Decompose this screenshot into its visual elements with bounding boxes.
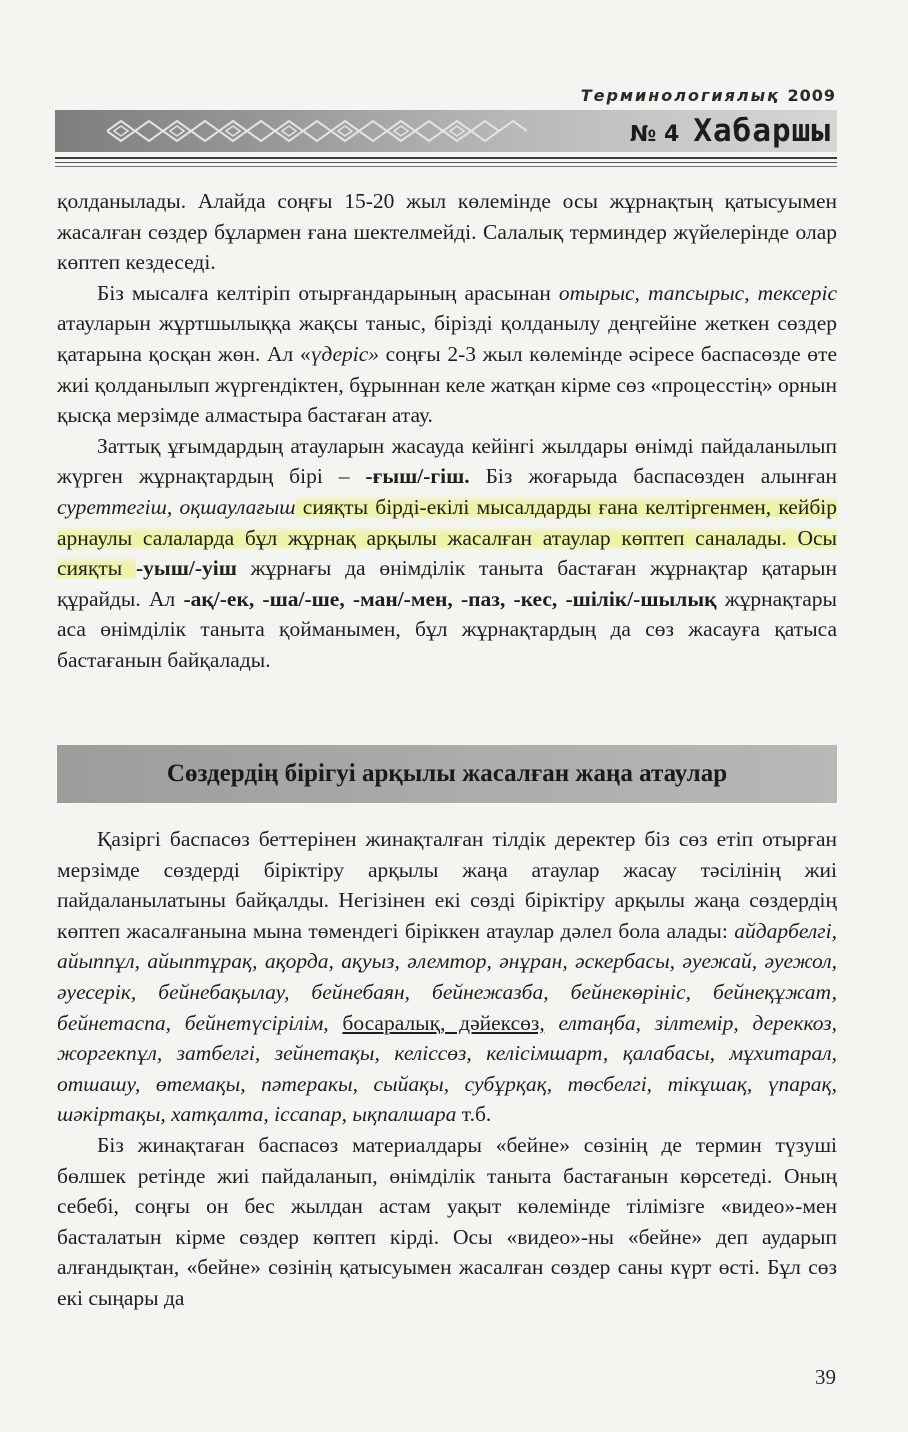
body-text-top: [57, 186, 837, 676]
header-rule: [55, 157, 837, 159]
issue-title: Хабаршы: [693, 113, 831, 149]
bold-suffix: -уыш/-уіш: [136, 556, 237, 581]
issue-number: № 4: [629, 122, 680, 147]
ornament-pattern: [107, 114, 527, 148]
body-text-bottom: [57, 824, 837, 1314]
paragraph-3: Заттық ұғымдардың атауларын жасауда кейінгі жылдары өнімді пайдаланылып жүрген жұрнақтардың бірі – -ғыш/-гіш. Біз жоғарыда баспасөзден алынған суреттегіш, оқшаулағыш сияқты бірді-екілі мысалдарды ғана келтіргенмен, кейбір арнаулы салаларда бұл жұрнақ арқылы жасалған атаулар көптеп саналады. Осы сияқты -уыш/-уіш жұрнағы да өнімділік таныта бастаған жұрнақтар қатарын құрайды. Ал -ақ/-ек, -ша/-ше, -ман/-мен, -паз, -кес, -шілік/-шылық жұрнақтары аса өнімділік таныта қойманымен, бұл жұрнақтардың да сөз жасауға қатыса бастағанын байқалады.: [57, 433, 838, 672]
header-rule: [55, 162, 837, 163]
italic-word-list: зілтемір, дереккоз, жоргекпұл, затбелгі, зейнетақы, келіссөз, келісімшарт, қалабасы, мұхитарал, отшашу, өтемақы, пәтеракы, сыйақы, субұрқақ, төсбелгі, тікұшақ, үпарақ, шәкіртақы, хатқалта, іссапар, ықпалшара: [57, 1010, 837, 1127]
italic-word-list: айдарбелгі, айыппұл, айыптұрақ, ақорда, ақуыз, әлемтор, әнұран, әскербасы, әуежай, әуежол, әуесерік, бейнебақылау, бейнебаян, бейнежазба, бейнекөрініс, бейнеқұжат, бейнетаспа, бейнетүсірілім,: [57, 918, 837, 1035]
section-heading-bar: [57, 745, 837, 803]
italic-terms: отырыс, тапсырыс, тексеріс: [558, 280, 837, 305]
paragraph-2: Біз мысалға келтіріп отырғандарының арасынан отырыс, тапсырыс, тексеріс атауларын жұртшылыққа жақсы таныс, бірізді қолданылу деңгейіне жеткен сөздер қатарына қосқан жөн. Ал «үдеріс» соңғы 2-3 жыл көлемінде әсіресе баспасөзде өте жиі қолданылып жүргендіктен, бұрыннан келе жатқан кірме сөз «процесстің» орнын қысқа мерзімде алмастыра бастаған атау.: [57, 280, 837, 428]
journal-title: Терминологиялық: [580, 86, 780, 105]
section-title: Сөздердің бірігуі арқылы жасалған жаңа атаулар: [166, 760, 728, 787]
paragraph-5: Біз жинақтаған баспасөз материалдары «бейне» сөзінің де термин түзуші бөлшек ретінде жиі пайдаланып, өнімділік таныта бастағанын көрсетеді. Оның себебі, соңғы он бес жылдан астам уақыт көлемінде тілімізге «видео»-мен басталатын кірме сөздер көптеп кірді. Осы «видео»-ны «бейне» деп аударып алғандықтан, «бейне» сөзінің қатысуымен жасалған сөздер саны күрт өсті. Бұл сөз екі сыңары да: [57, 1132, 837, 1310]
paragraph-1: қолданылады. Алайда соңғы 15-20 жыл көлемінде осы жұрнақтың қатысуымен жасалған сөздер бұлармен ғана шектелмейді. Салалық терминдер жүйелерінде олар көптеп кездеседі.: [57, 189, 837, 275]
header-rule: [55, 166, 837, 167]
bold-suffixes: -ақ/-ек, -ша/-ше, -ман/-мен, -паз, -кес, -шілік/-шылық: [183, 586, 717, 611]
issue-label: [630, 110, 831, 156]
underlined-words: босаралық, дәйексөз,: [342, 1010, 545, 1035]
paragraph-4: Қазіргі баспасөз беттерінен жинақталған тілдік деректер біз сөз етіп отырған мерзімде сөздерді біріктіру арқылы жаңа атаулар жасау тәсілінің жиі пайдаланылатыны байқалды. Негізінен екі сөзді біріктіру арқылы жаңа сөздердің көптеп жасалғанына мына төмендегі біріккен атаулар дәлел бола алады: айдарбелгі, айыппұл, айыптұрақ, ақорда, ақуыз, әлемтор, әнұран, әскербасы, әуежай, әуежол, әуесерік, бейнебақылау, бейнебаян, бейнежазба, бейнекөрініс, бейнеқұжат, бейнетаспа, бейнетүсірілім, босаралық, дәйексөз, елтаңба, зілтемір, дереккоз, жоргекпұл, затбелгі, зейнетақы, келіссөз, келісімшарт, қалабасы, мұхитарал, отшашу, өтемақы, пәтеракы, сыйақы, субұрқақ, төсбелгі, тікұшақ, үпарақ, шәкіртақы, хатқалта, іссапар, ықпалшара т.б.: [57, 827, 837, 1127]
italic-terms: суреттегіш, оқшаулағыш: [57, 494, 296, 519]
journal-year: 2009: [787, 86, 836, 105]
bold-suffix: -ғыш/-гіш.: [365, 464, 470, 489]
journal-name: [581, 86, 836, 105]
header-band: [55, 110, 837, 152]
italic-term: үдеріс»: [310, 341, 380, 366]
page-number: 39: [815, 1365, 836, 1389]
